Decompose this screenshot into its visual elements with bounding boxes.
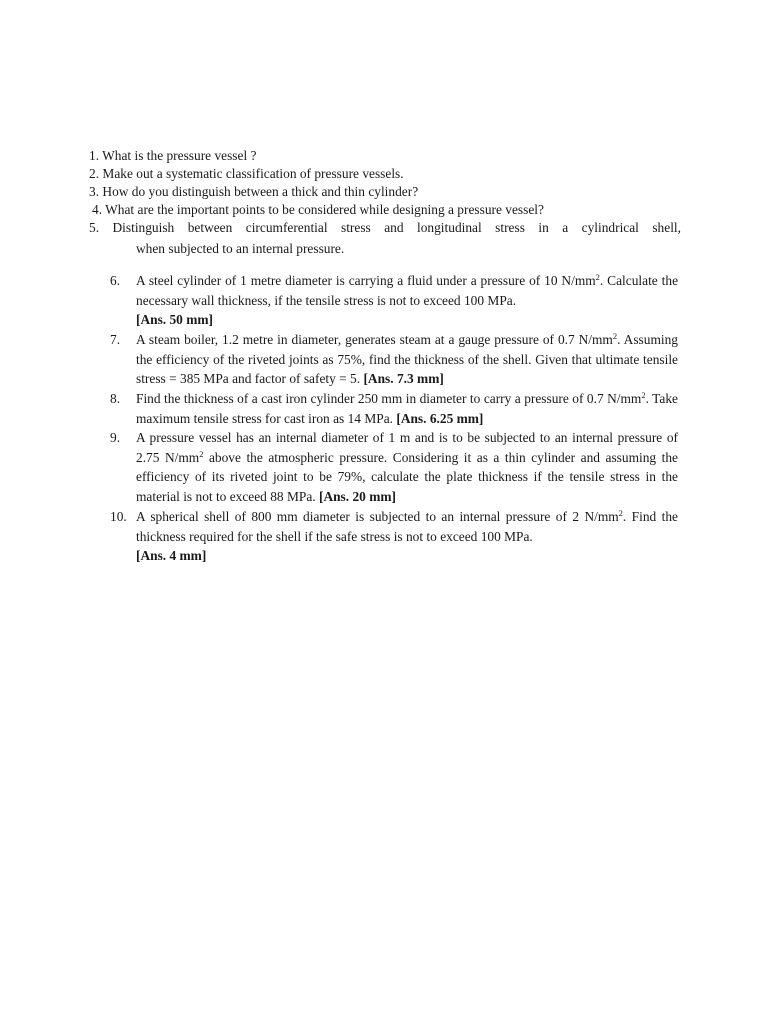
question-5 — [89, 218, 681, 258]
question-number: 5. — [89, 220, 100, 235]
question-text-line-1 — [89, 218, 681, 238]
question-1 — [89, 146, 681, 166]
problem-7 — [110, 330, 678, 389]
answer: [Ans. 4 mm] — [136, 548, 207, 563]
problem-text-part: . Find the thickness required for the shell if the safe stress is not to exceed 100 MPa. — [136, 509, 678, 544]
question-number: 1. — [89, 148, 100, 163]
problem-text-part: above the atmospheric pressure. Considering it as a thin cylinder and assuming the efficiency of its riveted joint to be 79%, calculate the plate thickness if the tensile stress in the material is not to exceed 88 MPa. — [136, 449, 678, 504]
problem-text — [136, 428, 678, 506]
answer: [Ans. 50 mm] — [136, 312, 213, 327]
question-text-line-2: when subjected to an internal pressure. — [136, 240, 345, 256]
problem-text-part: A spherical shell of 800 mm diameter is subjected to an internal pressure of 2 N/mm — [136, 509, 619, 524]
question-text: How do you distinguish between a thick and thin cylinder? — [102, 184, 419, 199]
problem-text-part: . Take maximum tensile stress for cast iron as 14 MPa. — [136, 391, 678, 426]
question-3 — [89, 182, 681, 202]
problem-9 — [110, 428, 678, 506]
question-number: 4. — [92, 202, 103, 217]
question-text: What is the pressure vessel ? — [102, 148, 257, 163]
superscript: 2 — [641, 390, 646, 400]
question-4 — [92, 200, 684, 220]
question-number: 3. — [89, 184, 100, 199]
problem-text — [136, 271, 678, 330]
problem-text-part: A steam boiler, 1.2 metre in diameter, generates steam at a gauge pressure of 0.7 N/mm — [136, 332, 613, 347]
problem-number: 8. — [110, 391, 121, 406]
problem-10 — [110, 507, 678, 566]
problem-text — [136, 330, 678, 389]
problem-text-part: A steel cylinder of 1 metre diameter is carrying a fluid under a pressure of 10 N/mm — [136, 273, 596, 288]
problem-text-part: . Calculate the necessary wall thickness, if the tensile stress is not to exceed 100 MPa. — [136, 273, 679, 308]
problem-6 — [110, 271, 678, 330]
superscript: 2 — [618, 508, 623, 518]
problem-text-part: . Assuming the efficiency of the riveted joints as 75%, find the thickness of the shell. Given that ultimate tensile stress = 385 MPa and factor of safety = 5. — [136, 332, 678, 386]
problem-8 — [110, 389, 678, 428]
question-text: Make out a systematic classification of pressure vessels. — [102, 166, 404, 181]
question-number: 2. — [89, 166, 100, 181]
superscript: 2 — [612, 331, 618, 341]
superscript: 2 — [595, 272, 600, 282]
answer: [Ans. 7.3 mm] — [363, 371, 444, 386]
problem-number: 7. — [110, 332, 121, 347]
question-text: Distinguish between circumferential stress and longitudinal stress in a cylindrical shell, — [112, 220, 681, 235]
problem-text-part: A pressure vessel has an internal diameter of 1 m and is to be subjected to an internal pressure of 2.75 N/mm — [136, 430, 678, 465]
problem-number: 9. — [110, 430, 121, 445]
problem-text — [136, 389, 678, 428]
question-text: What are the important points to be considered while designing a pressure vessel? — [105, 202, 544, 217]
problem-number: 6. — [110, 273, 121, 288]
problem-text — [136, 507, 678, 566]
question-2 — [89, 164, 681, 184]
answer: [Ans. 6.25 mm] — [396, 410, 484, 426]
superscript: 2 — [199, 448, 204, 459]
answer: [Ans. 20 mm] — [318, 488, 396, 504]
problem-number: 10. — [110, 509, 127, 524]
problem-text-part: Find the thickness of a cast iron cylinder 250 mm in diameter to carry a pressure of 0.7 N/mm — [136, 391, 642, 406]
